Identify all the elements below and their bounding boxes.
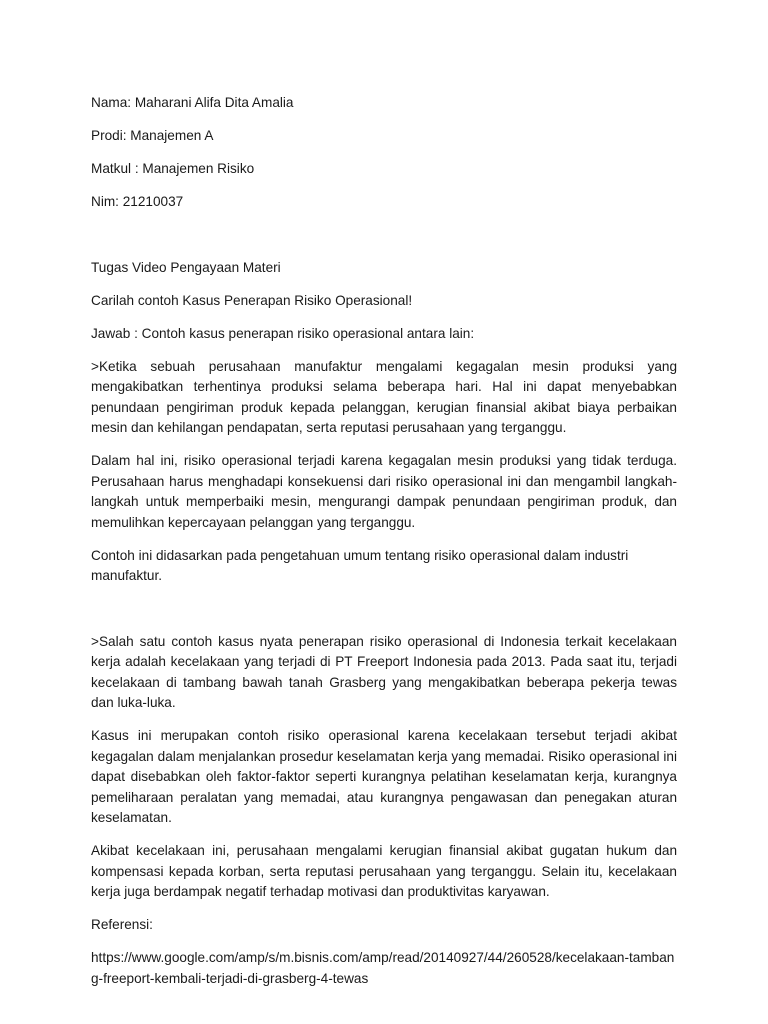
study-program: Prodi: Manajemen A bbox=[91, 128, 214, 144]
case2-paragraph-2: Kasus ini merupakan contoh risiko operasional karena kecelakaan tersebut terjadi akibat kegagalan dalam menjalankan prosedur keselamatan kerja yang memadai. Risiko operasional ini dapat disebabkan oleh faktor-faktor seperti kurangnya pelatihan keselamatan kerja, kurangnya pemeliharaan peralatan yang memadai, atau kurangnya pengawasan dan penegakan aturan keselamatan. bbox=[91, 728, 677, 826]
task-title: Tugas Video Pengayaan Materi bbox=[91, 259, 281, 275]
case1-paragraph-2: Dalam hal ini, risiko operasional terjadi karena kegagalan mesin produksi yang tidak terduga. Perusahaan harus menghadapi konsekuensi dari risiko operasional ini dan mengambil langkah-langkah untuk memperbaiki mesin, mengurangi dampak penundaan pengiriman produk, dan memulihkan kepercayaan pelanggan yang terganggu. bbox=[91, 453, 677, 530]
case2-paragraph-1: >Salah satu contoh kasus nyata penerapan risiko operasional di Indonesia terkait kecelakaan kerja adalah kecelakaan yang terjadi di PT Freeport Indonesia pada 2013. Pada saat itu, terjadi kecelakaan di tambang bawah tanah Grasberg yang mengakibatkan beberapa pekerja tewas dan luka-luka. bbox=[91, 633, 677, 711]
reference-url: https://www.google.com/amp/s/m.bisnis.com/amp/read/20140927/44/260528/kecelakaan-tambang-freeport-kembali-terjadi-di-grasberg-4-tewas bbox=[91, 950, 675, 986]
case1-paragraph-3: Contoh ini didasarkan pada pengetahuan umum tentang risiko operasional dalam industri manufaktur. bbox=[91, 547, 629, 584]
document-body bbox=[91, 93, 677, 989]
case1-paragraph-1: >Ketika sebuah perusahaan manufaktur mengalami kegagalan mesin produksi yang mengakibatkan terhentinya produksi selama beberapa hari. Hal ini dapat menyebabkan penundaan pengiriman produk kepada pelanggan, kerugian finansial akibat biaya perbaikan mesin dan kehilangan pendapatan, serta reputasi perusahaan yang terganggu. bbox=[91, 358, 677, 436]
task-question: Carilah contoh Kasus Penerapan Risiko Operasional! bbox=[91, 292, 413, 308]
answer-intro: Jawab : Contoh kasus penerapan risiko operasional antara lain: bbox=[91, 325, 475, 341]
student-id: Nim: 21210037 bbox=[91, 194, 184, 210]
course-name: Matkul : Manajemen Risiko bbox=[91, 161, 255, 177]
student-name: Nama: Maharani Alifa Dita Amalia bbox=[91, 95, 294, 110]
references-label: Referensi: bbox=[91, 917, 153, 933]
case2-paragraph-3: Akibat kecelakaan ini, perusahaan mengalami kerugian finansial akibat gugatan hukum dan kompensasi kepada korban, serta reputasi perusahaan yang terganggu. Selain itu, kecelakaan kerja juga berdampak negatif terhadap motivasi dan produktivitas karyawan. bbox=[91, 843, 677, 900]
